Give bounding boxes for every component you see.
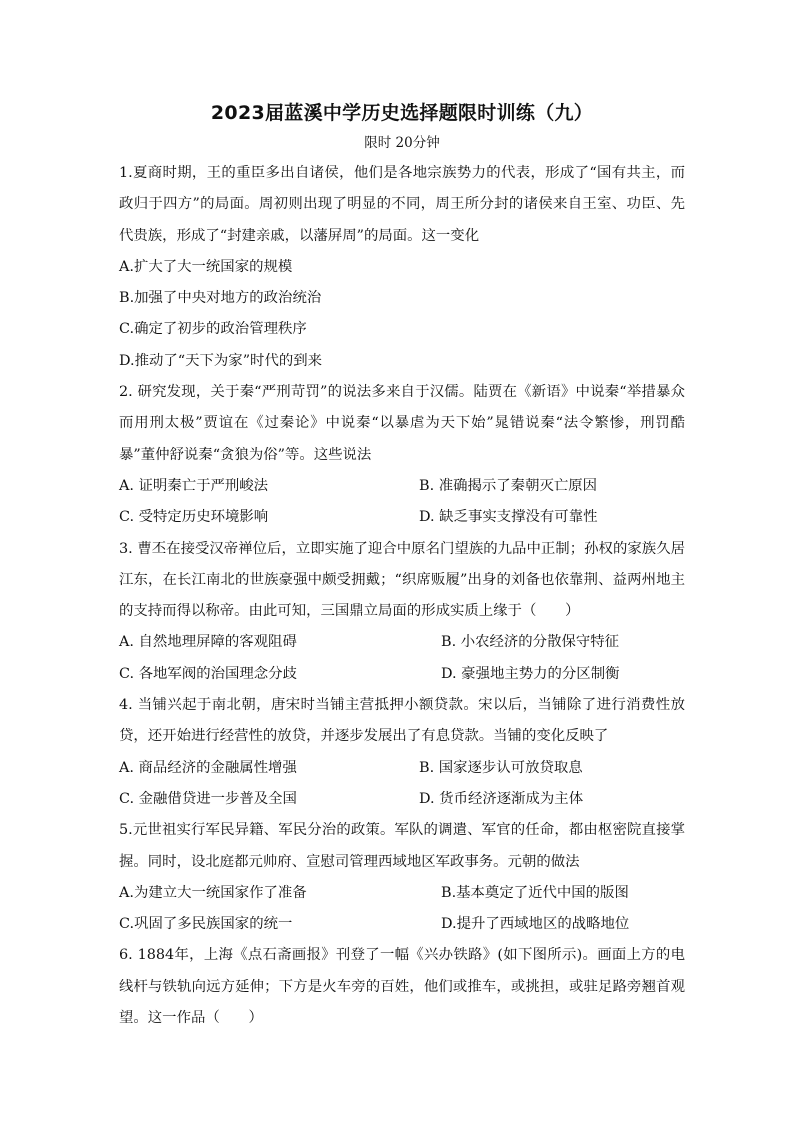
option-row: [119, 502, 685, 533]
question-stem: 3. 曹丕在接受汉帝禅位后，立即实施了迎合中原名门望族的九品中正制；孙权的家族久居江东，在长江南北的世族豪强中颇受拥戴；“织席贩履”出身的刘备也依靠荆、益两州地主的支持而得以称帝。由此可知，三国鼎立局面的形成实质上缘于（ ）: [119, 540, 685, 620]
option-c: C.确定了初步的政治管理秩序: [119, 321, 307, 338]
option-row: [119, 909, 685, 940]
option-row: [119, 659, 685, 690]
option-c: C.巩固了多民族国家的统一: [119, 916, 293, 933]
time-limit: 限时 20分钟: [364, 135, 440, 151]
option-row: [119, 753, 685, 784]
question-2: [119, 377, 685, 533]
option-b: B. 准确揭示了秦朝灭亡原因: [419, 477, 598, 494]
option-row: [119, 471, 685, 502]
question-stem: 6. 1884年，上海《点石斋画报》刊登了一幅《兴办铁路》(如下图所示)。画面上方的电线杆与铁轨向远方延伸；下方是火车旁的百姓，他们或推车，或挑担，或驻足路旁翘首观望。这一作品（ ）: [119, 947, 685, 1027]
option-c: C. 金融借贷进一步普及全国: [119, 790, 297, 807]
page-title: 2023届蓝溪中学历史选择题限时训练（九）: [210, 102, 594, 124]
option-a: A. 自然地理屏障的客观阻碍: [119, 634, 297, 651]
option-a: A.扩大了大一统国家的规模: [119, 258, 293, 275]
option-c: C. 各地军阀的治国理念分歧: [119, 665, 297, 682]
option-a: A.为建立大一统国家作了准备: [119, 884, 307, 901]
question-4: [119, 690, 685, 815]
option-row: [119, 878, 685, 909]
option-row: [119, 784, 685, 815]
exam-page: [119, 100, 685, 1034]
question-stem: 5.元世祖实行军民异籍、军民分治的政策。军队的调遣、军官的任命，都由枢密院直接掌握。同时，设北庭都元帅府、宣慰司管理西域地区军政事务。元朝的做法: [119, 822, 685, 870]
option-b: B. 小农经济的分散保守特征: [441, 634, 620, 651]
question-3: [119, 534, 685, 690]
question-1: [119, 158, 685, 377]
question-stem: 2. 研究发现，关于秦“严刑苛罚”的说法多来自于汉儒。陆贾在《新语》中说秦“举措暴众而用刑太极”贾谊在《过秦论》中说秦“以暴虐为天下始”晁错说秦“法令繁惨，刑罚酷暴”董仲舒说秦“贪狼为俗”等。这些说法: [119, 384, 685, 463]
option-row: [119, 627, 685, 658]
option-d: D.提升了西域地区的战略地位: [441, 916, 630, 933]
option-b: B.加强了中央对地方的政治统治: [119, 290, 322, 307]
question-5: [119, 815, 685, 940]
question-6: [119, 940, 685, 1034]
option-c: C. 受特定历史环境影响: [119, 509, 269, 526]
option-d: D.推动了“天下为家”时代的到来: [119, 352, 323, 369]
option-a: A. 商品经济的金融属性增强: [119, 759, 297, 776]
option-d: D. 缺乏事实支撑没有可靠性: [419, 509, 598, 526]
option-a: A. 证明秦亡于严刑峻法: [119, 477, 269, 494]
option-b: B. 国家逐步认可放贷取息: [419, 759, 583, 776]
option-d: D. 豪强地主势力的分区制衡: [441, 665, 620, 682]
question-stem: 4. 当铺兴起于南北朝，唐宋时当铺主营抵押小额贷款。宋以后，当铺除了进行消费性放贷，还开始进行经营性的放贷，并逐步发展出了有息贷款。当铺的变化反映了: [119, 697, 685, 745]
option-d: D. 货币经济逐渐成为主体: [419, 790, 584, 807]
question-stem: 1.夏商时期，王的重臣多出自诸侯，他们是各地宗族势力的代表，形成了“国有共主，而政归于四方”的局面。周初则出现了明显的不同，周王所分封的诸侯来自王室、功臣、先代贵族，形成了“封建亲戚，以藩屏周”的局面。这一变化: [119, 165, 685, 244]
option-b: B.基本奠定了近代中国的版图: [441, 884, 629, 901]
